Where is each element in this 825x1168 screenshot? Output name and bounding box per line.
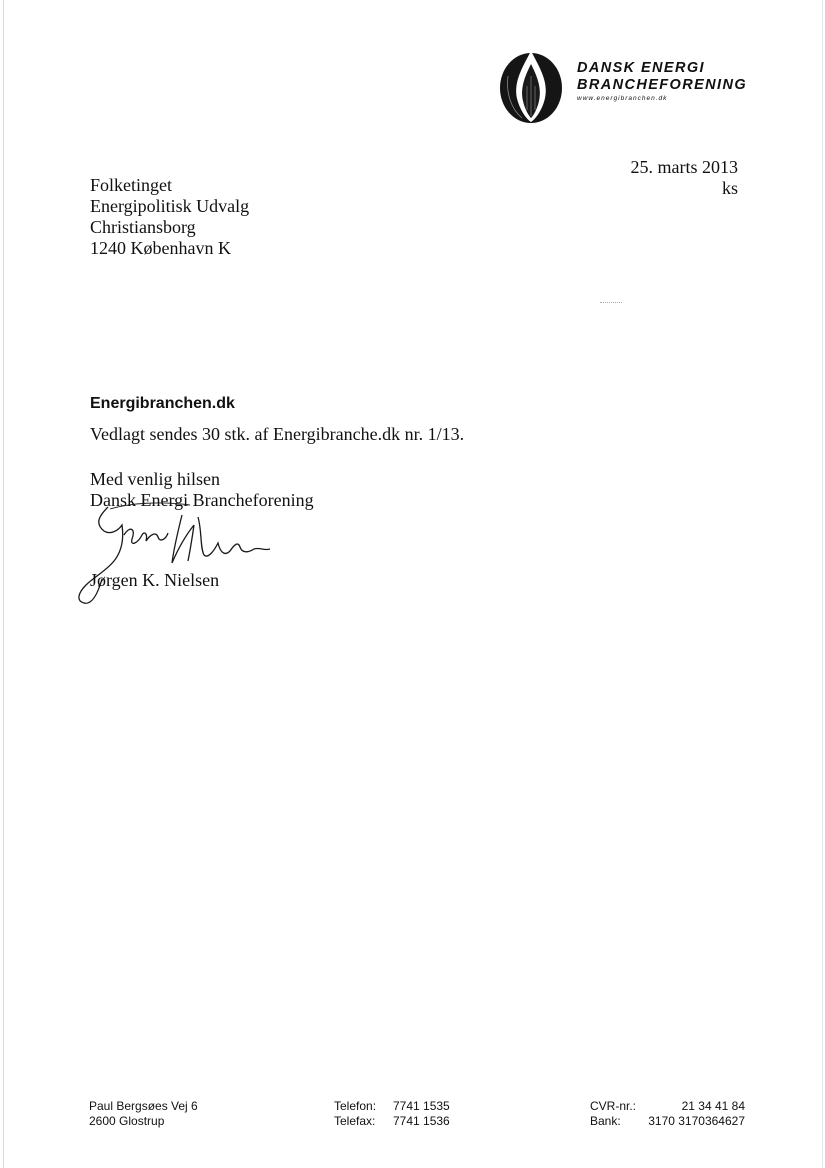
footer-registration bbox=[590, 1099, 745, 1128]
fax-label: Telefax: bbox=[334, 1113, 376, 1128]
scan-edge bbox=[3, 0, 4, 1168]
scan-edge bbox=[822, 0, 823, 1168]
phone-number: 7741 1535 bbox=[393, 1099, 450, 1113]
date-block bbox=[631, 157, 739, 199]
flame-logo-icon bbox=[498, 46, 568, 126]
handwritten-signature bbox=[70, 495, 280, 610]
organization-name: Dansk Energi Brancheforening bbox=[90, 490, 314, 510]
company-logo bbox=[498, 46, 768, 126]
letter-subject: Energibranchen.dk bbox=[90, 395, 235, 412]
address-line: Folketinget bbox=[90, 175, 172, 195]
scan-artifact bbox=[600, 302, 622, 305]
phone-label: Telefon: bbox=[334, 1099, 377, 1113]
address-line: 1240 København K bbox=[90, 238, 231, 258]
logo-line-1: DANSK ENERGI bbox=[577, 60, 705, 76]
logo-url: www.energibranchen.dk bbox=[577, 95, 668, 102]
address-line: Energipolitisk Udvalg bbox=[90, 196, 250, 216]
author-initials: ks bbox=[721, 178, 738, 198]
signer-name: Jørgen K. Nielsen bbox=[90, 570, 220, 590]
cvr-label: CVR-nr.: bbox=[590, 1099, 637, 1113]
footer-address bbox=[89, 1099, 198, 1128]
footer-address-line: 2600 Glostrup bbox=[89, 1113, 165, 1128]
fax-number: 7741 1536 bbox=[393, 1113, 450, 1128]
logo-wordmark bbox=[577, 60, 747, 102]
bank-label: Bank: bbox=[590, 1113, 621, 1128]
recipient-address bbox=[90, 175, 249, 259]
letter-body: Vedlagt sendes 30 stk. af Energibranche.dk nr. 1/13. bbox=[90, 424, 465, 444]
logo-line-2: BRANCHEFORENING bbox=[577, 77, 748, 93]
cvr-number: 21 34 41 84 bbox=[681, 1099, 745, 1113]
footer-contact bbox=[334, 1099, 450, 1128]
letter-date: 25. marts 2013 bbox=[630, 157, 738, 177]
footer-address-line: Paul Bergsøes Vej 6 bbox=[89, 1099, 198, 1113]
address-line: Christiansborg bbox=[90, 217, 196, 237]
greeting: Med venlig hilsen bbox=[90, 469, 220, 489]
bank-account: 3170 3170364627 bbox=[648, 1113, 745, 1128]
